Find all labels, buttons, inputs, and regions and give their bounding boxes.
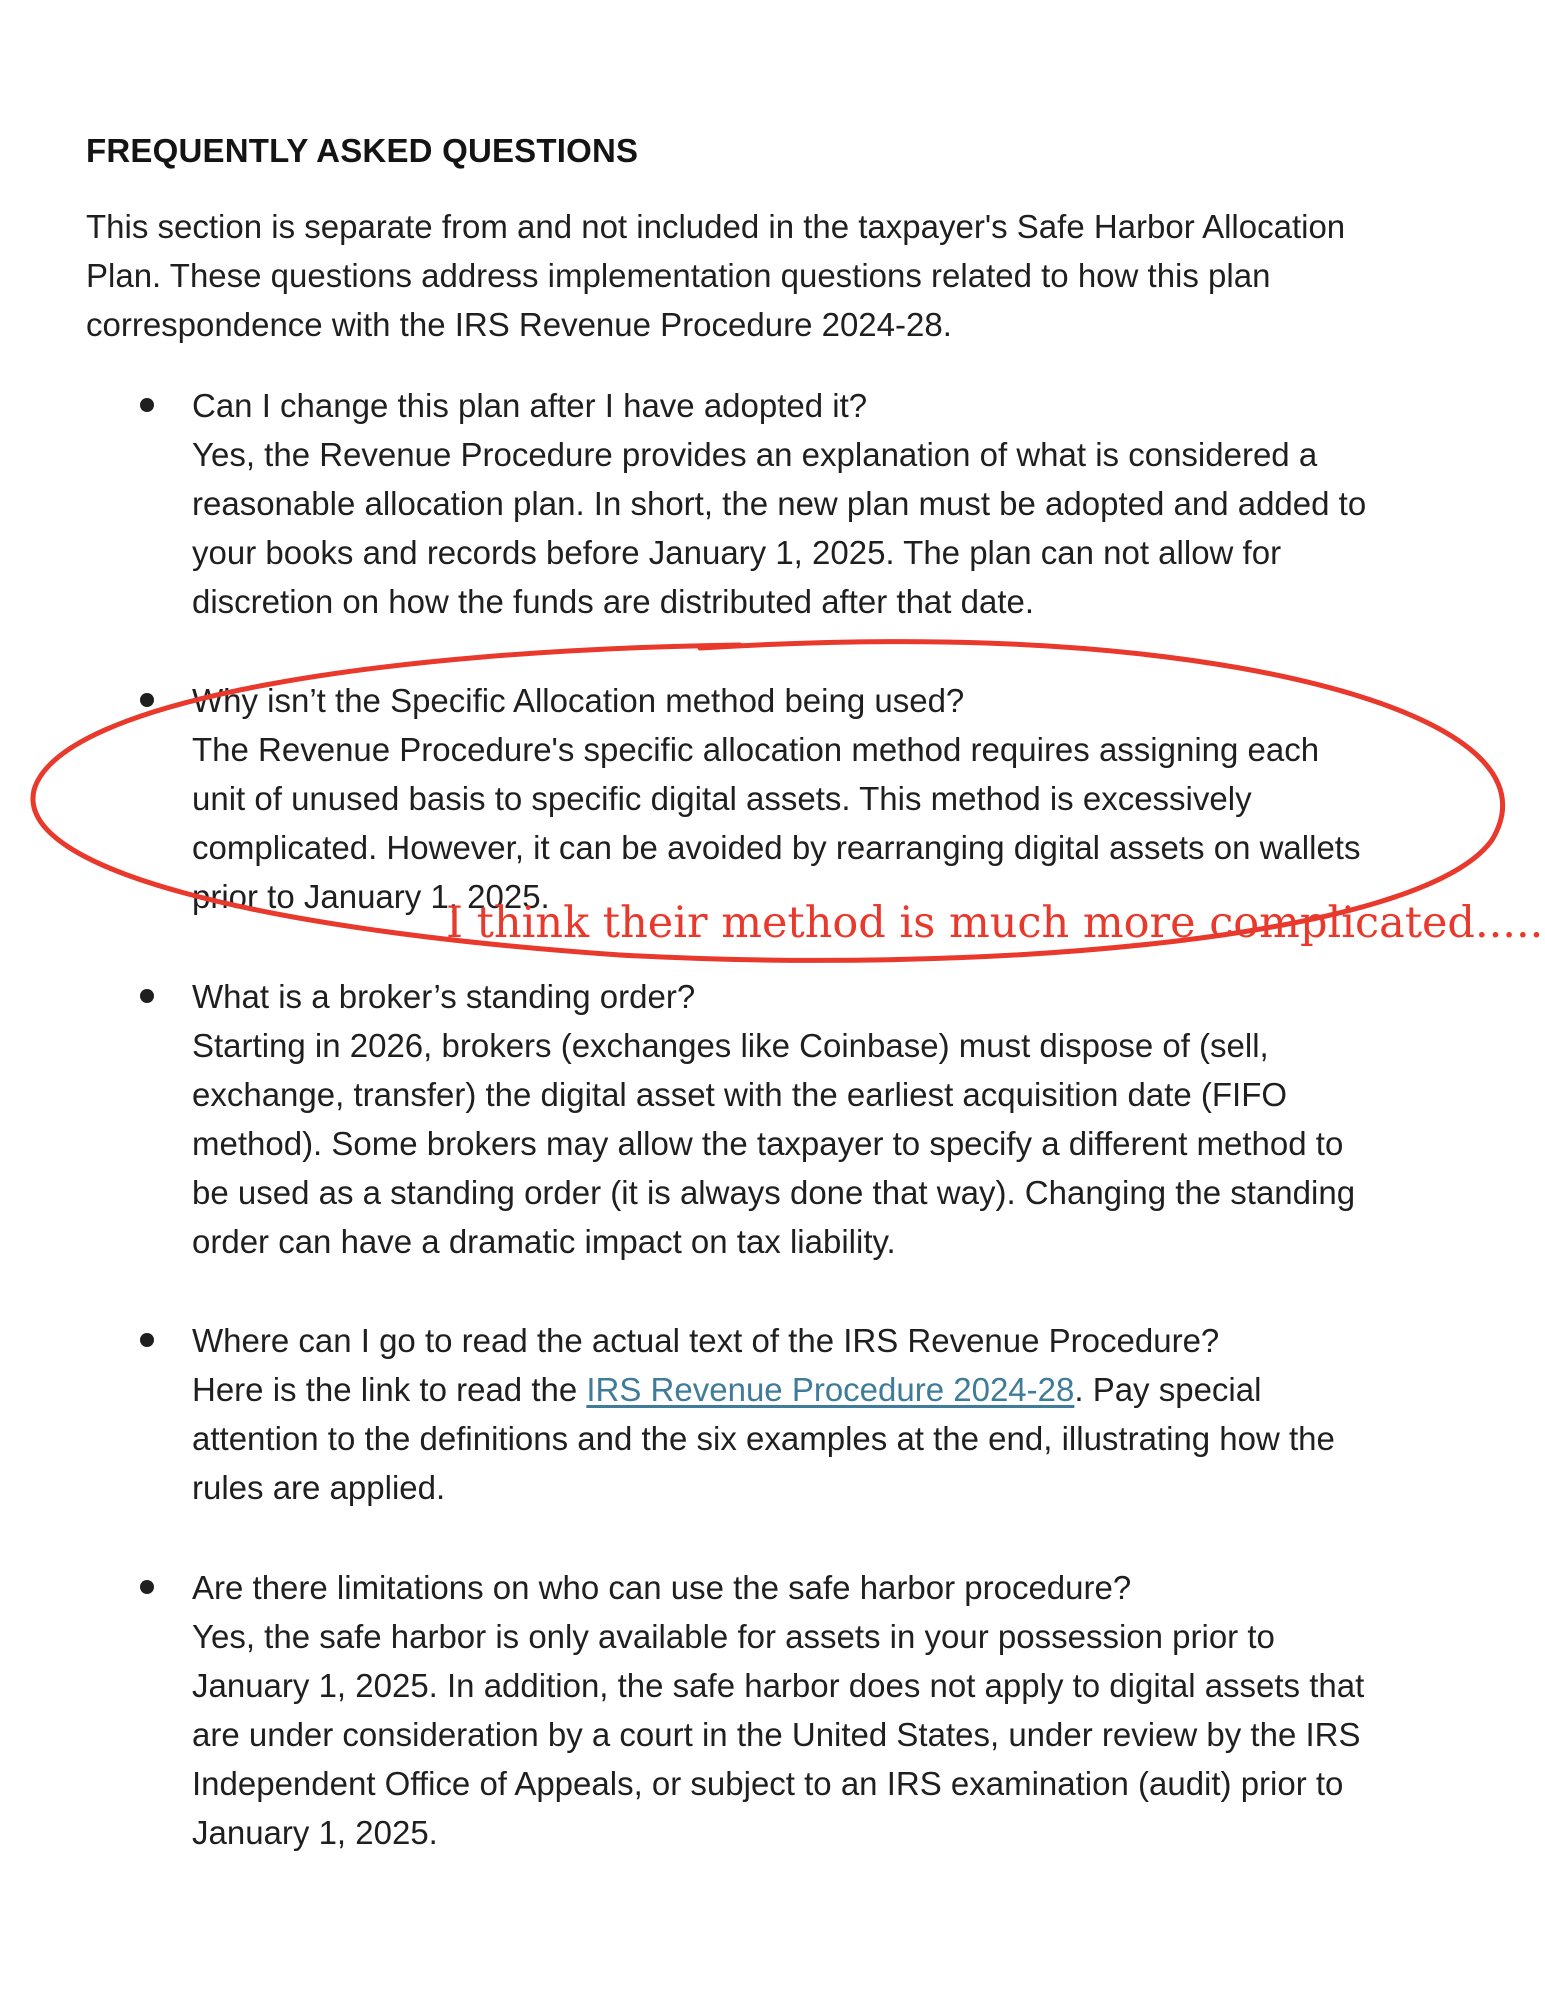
- faq-answer-line: attention to the definitions and the six examples at the end, illustrating how the: [192, 1420, 1335, 1457]
- faq-question: Can I change this plan after I have adopted it?: [192, 387, 868, 424]
- faq-answer-line: exchange, transfer) the digital asset with the earliest acquisition date (FIFO: [192, 1076, 1288, 1113]
- answer-suffix: . Pay special: [1074, 1371, 1262, 1408]
- faq-question: Why isn’t the Specific Allocation method being used?: [192, 682, 965, 719]
- faq-answer-line: Yes, the Revenue Procedure provides an explanation of what is considered a: [192, 436, 1318, 473]
- handwritten-annotation: I think their method is much more complicated.....: [446, 898, 1544, 948]
- faq-content: [192, 1316, 1512, 1512]
- bullet-icon: [140, 398, 154, 412]
- faq-content: [192, 972, 1512, 1266]
- faq-answer-line: complicated. However, it can be avoided by rearranging digital assets on wallets: [192, 829, 1361, 866]
- faq-answer-line: Yes, the safe harbor is only available for assets in your possession prior to: [192, 1618, 1275, 1655]
- faq-answer-line: Independent Office of Appeals, or subject to an IRS examination (audit) prior to: [192, 1765, 1344, 1802]
- intro-paragraph: [86, 202, 1486, 349]
- faq-answer-line: reasonable allocation plan. In short, the new plan must be adopted and added to: [192, 485, 1367, 522]
- faq-answer-line: [192, 1365, 1512, 1414]
- faq-content: [192, 381, 1512, 626]
- page-title: FREQUENTLY ASKED QUESTIONS: [86, 132, 639, 169]
- faq-answer-line: be used as a standing order (it is always done that way). Changing the standing: [192, 1174, 1356, 1211]
- faq-answer-line: January 1, 2025.: [192, 1814, 438, 1851]
- faq-answer-line: order can have a dramatic impact on tax liability.: [192, 1223, 896, 1260]
- faq-answer-line: discretion on how the funds are distributed after that date.: [192, 583, 1035, 620]
- faq-content: [192, 676, 1512, 921]
- faq-answer-line: The Revenue Procedure's specific allocation method requires assigning each: [192, 731, 1320, 768]
- irs-revenue-procedure-link[interactable]: IRS Revenue Procedure 2024-28: [586, 1371, 1075, 1408]
- faq-answer-line: your books and records before January 1, 2025. The plan can not allow for: [192, 534, 1282, 571]
- faq-question: Are there limitations on who can use the safe harbor procedure?: [192, 1569, 1132, 1606]
- faq-answer-line: Starting in 2026, brokers (exchanges like Coinbase) must dispose of (sell,: [192, 1027, 1269, 1064]
- bullet-icon: [140, 693, 154, 707]
- faq-answer-line: are under consideration by a court in the United States, under review by the IRS: [192, 1716, 1361, 1753]
- faq-answer-line: prior to January 1, 2025.: [192, 878, 550, 915]
- faq-question: What is a broker’s standing order?: [192, 978, 696, 1015]
- intro-line: Plan. These questions address implementation questions related to how this plan: [86, 257, 1271, 294]
- answer-prefix: Here is the link to read the: [192, 1371, 587, 1408]
- faq-content: [192, 1563, 1512, 1857]
- faq-question: Where can I go to read the actual text of the IRS Revenue Procedure?: [192, 1322, 1220, 1359]
- intro-line: This section is separate from and not included in the taxpayer's Safe Harbor Allocation: [86, 208, 1346, 245]
- faq-answer-line: January 1, 2025. In addition, the safe harbor does not apply to digital assets that: [192, 1667, 1365, 1704]
- intro-line: correspondence with the IRS Revenue Procedure 2024-28.: [86, 306, 952, 343]
- faq-answer-line: rules are applied.: [192, 1469, 446, 1506]
- faq-answer-line: method). Some brokers may allow the taxpayer to specify a different method to: [192, 1125, 1344, 1162]
- bullet-icon: [140, 1333, 154, 1347]
- bullet-icon: [140, 1580, 154, 1594]
- bullet-icon: [140, 989, 154, 1003]
- faq-answer-line: unit of unused basis to specific digital assets. This method is excessively: [192, 780, 1252, 817]
